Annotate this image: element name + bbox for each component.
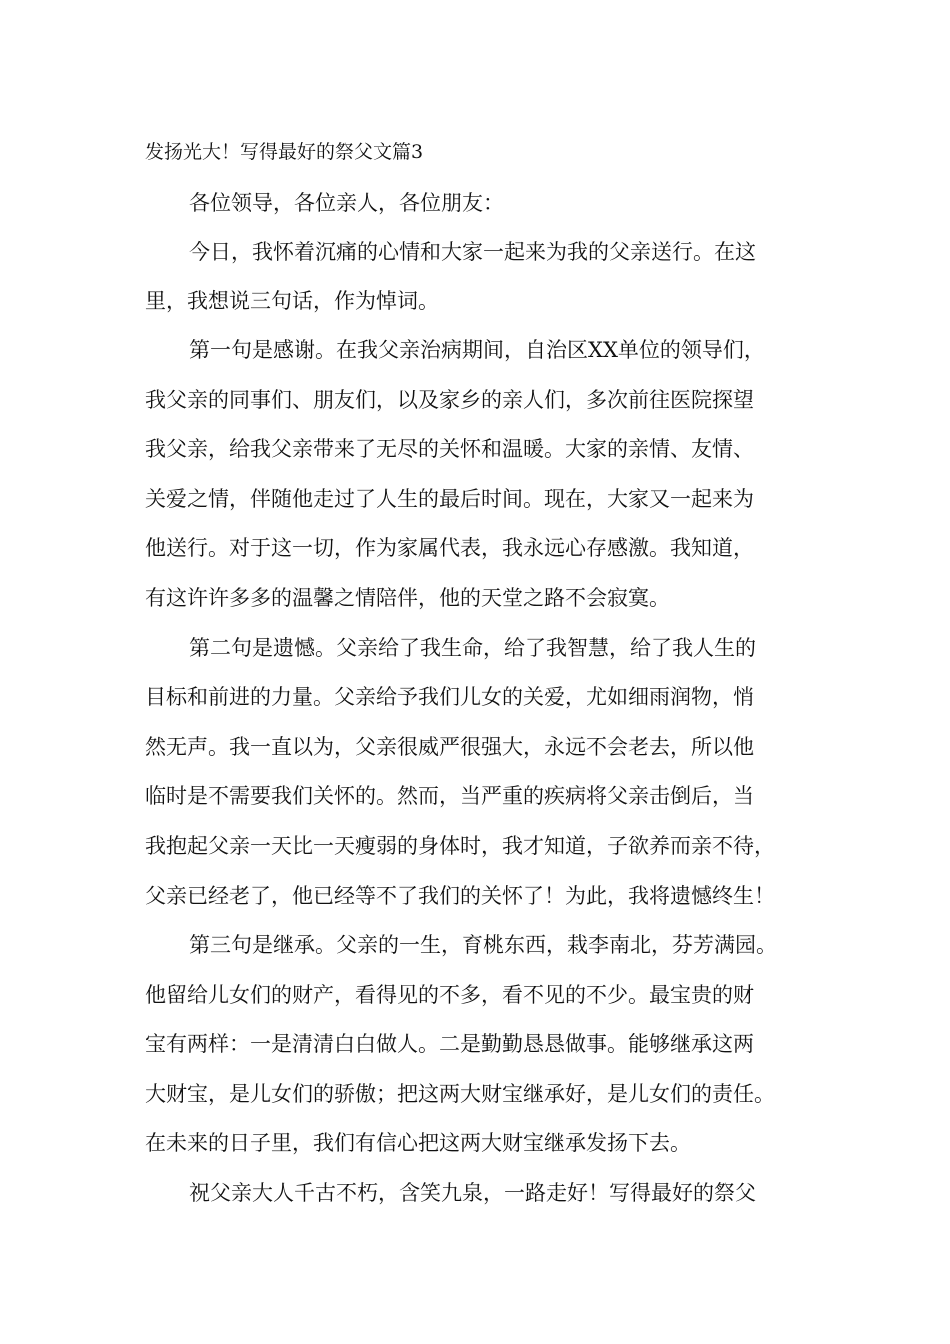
paragraph-line: 祝父亲大人千古不朽，含笑九泉，一路走好！写得最好的祭父 [189,1181,756,1205]
paragraph-line: 今日，我怀着沉痛的心情和大家一起来为我的父亲送行。在这 [189,240,756,264]
paragraph-line: 目标和前进的力量。父亲给予我们儿女的关爱，尤如细雨润物，悄 [145,685,754,709]
paragraph-line: 他送行。对于这一切，作为家属代表，我永远心存感激。我知道， [145,536,754,560]
paragraph-line: 临时是不需要我们关怀的。然而，当严重的疾病将父亲击倒后，当 [145,784,754,808]
paragraph-line: 父亲已经老了，他已经等不了我们的关怀了！为此，我将遗憾终生！ [145,884,775,908]
paragraph-line: 我抱起父亲一天比一天瘦弱的身体时，我才知道，子欲养而亲不待， [145,834,775,858]
paragraph-line: 第三句是继承。父亲的一生，育桃东西，栽李南北，芬芳满园。 [189,933,777,957]
paragraph-line: 我父亲的同事们、朋友们，以及家乡的亲人们，多次前往医院探望 [145,388,754,412]
paragraph-line: 我父亲，给我父亲带来了无尽的关怀和温暖。大家的亲情、友情、 [145,437,754,461]
paragraph-line: 里，我想说三句话，作为悼词。 [145,289,439,313]
greeting-line: 各位领导，各位亲人，各位朋友： [189,191,504,215]
paragraph-line: 在未来的日子里，我们有信心把这两大财宝继承发扬下去。 [145,1131,691,1155]
paragraph-line: 第二句是遗憾。父亲给了我生命，给了我智慧，给了我人生的 [189,636,756,660]
document-heading: 发扬光大！写得最好的祭父文篇3 [145,141,424,163]
paragraph-line: 有这许许多多的温馨之情陪伴，他的天堂之路不会寂寞。 [145,586,670,610]
paragraph-line: 然无声。我一直以为，父亲很威严很强大，永远不会老去，所以他 [145,735,754,759]
paragraph-line: 第一句是感谢。在我父亲治病期间，自治区XX单位的领导们， [189,338,765,362]
paragraph-line: 宝有两样：一是清清白白做人。二是勤勤恳恳做事。能够继承这两 [145,1032,754,1056]
paragraph-line: 大财宝，是儿女们的骄傲；把这两大财宝继承好，是儿女们的责任。 [145,1082,775,1106]
paragraph-line: 关爱之情，伴随他走过了人生的最后时间。现在，大家又一起来为 [145,487,754,511]
paragraph-line: 他留给儿女们的财产，看得见的不多，看不见的不少。最宝贵的财 [145,983,754,1007]
